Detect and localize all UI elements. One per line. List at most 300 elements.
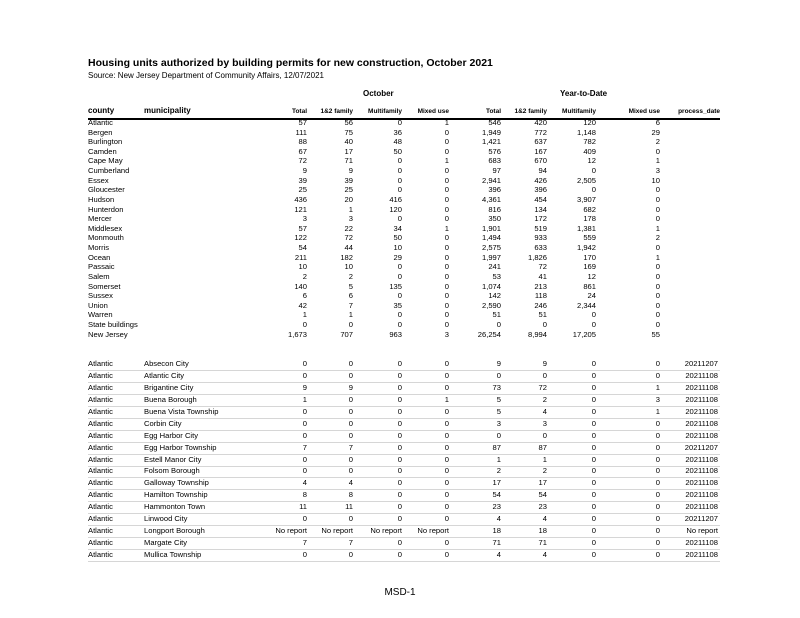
- value-cell: 0: [444, 233, 449, 243]
- county-name: Hudson: [88, 194, 115, 204]
- value-cell: 54: [298, 243, 307, 253]
- value-cell: 246: [534, 300, 547, 310]
- value-cell: 1: [542, 454, 547, 464]
- municipality-name: Brigantine City: [144, 382, 194, 392]
- table-header: [88, 106, 720, 120]
- value-cell: 6: [348, 291, 353, 301]
- value-cell: 211: [294, 252, 307, 262]
- process-date: 20211108: [685, 478, 718, 488]
- value-cell: 0: [348, 550, 353, 560]
- value-cell: 0: [655, 490, 660, 500]
- value-cell: 0: [444, 359, 449, 368]
- value-cell: 0: [444, 418, 449, 428]
- value-cell: 0: [591, 406, 596, 416]
- process-date: 20211108: [685, 406, 718, 416]
- value-cell: 0: [655, 526, 660, 536]
- value-cell: 454: [534, 194, 547, 204]
- value-cell: 11: [345, 502, 353, 512]
- page-footer: MSD-1: [384, 587, 416, 598]
- source-note: Source: New Jersey Department of Community Affairs, 12/07/2021: [88, 71, 324, 80]
- value-cell: 396: [488, 185, 501, 195]
- value-cell: 9: [348, 382, 353, 392]
- value-cell: 0: [655, 514, 660, 524]
- value-cell: 50: [393, 233, 402, 243]
- value-cell: 0: [397, 478, 402, 488]
- col-header-county: county: [88, 106, 115, 115]
- value-cell: 0: [302, 320, 307, 330]
- value-cell: 7: [302, 538, 307, 548]
- value-cell: 0: [655, 214, 660, 224]
- municipality-row: [88, 502, 720, 514]
- county-name: Atlantic: [88, 430, 113, 440]
- process-date: 20211108: [685, 550, 718, 560]
- county-name: Atlantic: [88, 406, 113, 416]
- value-cell: No report: [370, 526, 402, 536]
- col-header-oct-total: Total: [291, 108, 307, 115]
- value-cell: 167: [534, 146, 547, 156]
- process-date: 20211108: [685, 538, 718, 548]
- value-cell: 0: [444, 538, 449, 548]
- value-cell: 0: [348, 394, 353, 404]
- county-name: Atlantic: [88, 538, 113, 548]
- county-name: Gloucester: [88, 185, 125, 195]
- value-cell: 0: [444, 370, 449, 380]
- process-date: 20211108: [685, 418, 718, 428]
- county-name: Passaic: [88, 262, 115, 272]
- value-cell: 0: [397, 320, 402, 330]
- value-cell: 426: [534, 175, 547, 185]
- value-cell: 0: [591, 185, 596, 195]
- value-cell: 1: [348, 204, 353, 214]
- value-cell: 1: [655, 382, 660, 392]
- value-cell: 0: [591, 382, 596, 392]
- value-cell: 9: [542, 359, 547, 368]
- value-cell: 25: [344, 185, 353, 195]
- county-name: Burlington: [88, 137, 123, 147]
- value-cell: 51: [492, 310, 501, 320]
- value-cell: 0: [591, 502, 596, 512]
- value-cell: 0: [397, 454, 402, 464]
- value-cell: 7: [302, 442, 307, 452]
- value-cell: 1: [444, 118, 449, 127]
- value-cell: 933: [534, 233, 547, 243]
- value-cell: 0: [444, 146, 449, 156]
- value-cell: 559: [583, 233, 596, 243]
- process-date: No report: [686, 526, 718, 536]
- value-cell: 546: [488, 118, 501, 127]
- value-cell: 0: [397, 490, 402, 500]
- municipality-name: Folsom Borough: [144, 466, 200, 476]
- value-cell: 0: [397, 502, 402, 512]
- value-cell: 816: [488, 204, 501, 214]
- value-cell: 4: [496, 514, 501, 524]
- value-cell: 2,505: [576, 175, 596, 185]
- value-cell: 0: [444, 382, 449, 392]
- municipality-name: Mullica Township: [144, 550, 202, 560]
- value-cell: 0: [348, 466, 353, 476]
- value-cell: 0: [444, 442, 449, 452]
- value-cell: 4: [348, 478, 353, 488]
- value-cell: 10: [298, 262, 307, 272]
- value-cell: 7: [348, 442, 353, 452]
- value-cell: 0: [591, 359, 596, 368]
- value-cell: 241: [488, 262, 501, 272]
- county-name: Atlantic: [88, 502, 113, 512]
- value-cell: 0: [444, 550, 449, 560]
- value-cell: 0: [591, 442, 596, 452]
- value-cell: 1: [655, 223, 660, 233]
- value-cell: 0: [444, 204, 449, 214]
- value-cell: 9: [302, 382, 307, 392]
- municipality-row: [88, 431, 720, 443]
- process-date: 20211108: [685, 370, 718, 380]
- value-cell: 420: [534, 118, 547, 127]
- county-name: Middlesex: [88, 223, 123, 233]
- value-cell: 73: [492, 382, 501, 392]
- value-cell: 122: [294, 233, 307, 243]
- value-cell: 0: [444, 185, 449, 195]
- value-cell: 55: [651, 329, 660, 339]
- value-cell: 1: [655, 156, 660, 166]
- value-cell: 861: [583, 281, 596, 291]
- value-cell: 0: [591, 550, 596, 560]
- municipality-name: Margate City: [144, 538, 188, 548]
- value-cell: 50: [393, 146, 402, 156]
- value-cell: 51: [538, 310, 547, 320]
- value-cell: 41: [538, 271, 547, 281]
- value-cell: 2,590: [481, 300, 501, 310]
- value-cell: No report: [417, 526, 449, 536]
- value-cell: 0: [655, 430, 660, 440]
- value-cell: 88: [298, 137, 307, 147]
- municipality-row: [88, 538, 720, 550]
- value-cell: 0: [591, 370, 596, 380]
- value-cell: 1,997: [481, 252, 501, 262]
- value-cell: 22: [344, 223, 353, 233]
- county-name: Sussex: [88, 291, 113, 301]
- municipality-name: Buena Vista Township: [144, 406, 219, 416]
- value-cell: 8,994: [527, 329, 547, 339]
- value-cell: 0: [542, 430, 547, 440]
- value-cell: 5: [348, 281, 353, 291]
- value-cell: 0: [444, 310, 449, 320]
- municipality-name: Hamilton Township: [144, 490, 208, 500]
- value-cell: 1: [655, 252, 660, 262]
- county-name: Cumberland: [88, 166, 130, 176]
- value-cell: 0: [444, 175, 449, 185]
- value-cell: 0: [397, 291, 402, 301]
- value-cell: 182: [340, 252, 353, 262]
- municipality-row: [88, 395, 720, 407]
- value-cell: 0: [444, 271, 449, 281]
- value-cell: 0: [655, 478, 660, 488]
- col-header-ytd-multifamily: Multifamily: [562, 108, 596, 115]
- value-cell: 26,254: [477, 329, 501, 339]
- county-name: Ocean: [88, 252, 111, 262]
- value-cell: 0: [655, 146, 660, 156]
- value-cell: 0: [397, 156, 402, 166]
- value-cell: 0: [348, 320, 353, 330]
- value-cell: 35: [393, 300, 402, 310]
- col-header-process-date: process_date: [678, 108, 720, 115]
- value-cell: 0: [444, 291, 449, 301]
- value-cell: 0: [444, 214, 449, 224]
- value-cell: No report: [321, 526, 353, 536]
- value-cell: 682: [583, 204, 596, 214]
- value-cell: No report: [275, 526, 307, 536]
- municipality-name: Hammonton Town: [144, 502, 206, 512]
- value-cell: 0: [444, 430, 449, 440]
- value-cell: 637: [534, 137, 547, 147]
- municipality-row: [88, 419, 720, 431]
- col-header-oct-multifamily: Multifamily: [368, 108, 402, 115]
- value-cell: 18: [492, 526, 501, 536]
- value-cell: 3: [542, 418, 547, 428]
- value-cell: 3: [655, 394, 660, 404]
- value-cell: 8: [302, 490, 307, 500]
- value-cell: 87: [538, 442, 547, 452]
- value-cell: 1,421: [481, 137, 501, 147]
- value-cell: 576: [488, 146, 501, 156]
- value-cell: 7: [348, 300, 353, 310]
- value-cell: 0: [444, 262, 449, 272]
- value-cell: 0: [397, 550, 402, 560]
- value-cell: 4: [302, 478, 307, 488]
- value-cell: 0: [397, 442, 402, 452]
- value-cell: 118: [534, 291, 547, 301]
- value-cell: 3: [444, 329, 449, 339]
- value-cell: 0: [444, 478, 449, 488]
- value-cell: 1,074: [481, 281, 501, 291]
- value-cell: 0: [655, 281, 660, 291]
- county-name: Atlantic: [88, 454, 113, 464]
- value-cell: 213: [534, 281, 547, 291]
- value-cell: 0: [348, 418, 353, 428]
- value-cell: 1,148: [576, 127, 596, 137]
- value-cell: 142: [488, 291, 501, 301]
- municipality-name: Buena Borough: [144, 394, 197, 404]
- municipality-row: [88, 371, 720, 383]
- municipality-row: [88, 383, 720, 395]
- value-cell: 18: [538, 526, 547, 536]
- municipality-row: [88, 359, 720, 371]
- value-cell: 0: [348, 430, 353, 440]
- municipality-row: [88, 466, 720, 478]
- value-cell: 0: [655, 300, 660, 310]
- county-name: Atlantic: [88, 370, 113, 380]
- value-cell: 24: [587, 291, 596, 301]
- value-cell: 0: [397, 406, 402, 416]
- county-name: Atlantic: [88, 514, 113, 524]
- value-cell: 12: [587, 271, 596, 281]
- value-cell: 29: [393, 252, 402, 262]
- county-name: Atlantic: [88, 526, 113, 536]
- value-cell: 94: [538, 166, 547, 176]
- col-header-oct-12family: 1&2 family: [320, 108, 353, 115]
- value-cell: 670: [534, 156, 547, 166]
- county-name: Cape May: [88, 156, 123, 166]
- value-cell: 0: [655, 538, 660, 548]
- value-cell: 0: [655, 262, 660, 272]
- value-cell: 0: [591, 310, 596, 320]
- value-cell: 416: [389, 194, 402, 204]
- value-cell: 436: [294, 194, 307, 204]
- value-cell: 0: [444, 490, 449, 500]
- value-cell: 2,941: [481, 175, 501, 185]
- value-cell: 10: [344, 262, 353, 272]
- value-cell: 140: [294, 281, 307, 291]
- value-cell: 72: [538, 382, 547, 392]
- value-cell: 0: [591, 490, 596, 500]
- value-cell: 782: [583, 137, 596, 147]
- process-date: 20211207: [684, 442, 718, 452]
- value-cell: 40: [344, 137, 353, 147]
- value-cell: 72: [344, 233, 353, 243]
- value-cell: 0: [496, 430, 501, 440]
- value-cell: 97: [492, 166, 501, 176]
- value-cell: 39: [298, 175, 307, 185]
- value-cell: 0: [655, 454, 660, 464]
- value-cell: 170: [583, 252, 596, 262]
- value-cell: 0: [655, 466, 660, 476]
- municipality-row: [88, 407, 720, 419]
- value-cell: 0: [397, 394, 402, 404]
- value-cell: 0: [302, 514, 307, 524]
- value-cell: 0: [302, 370, 307, 380]
- value-cell: 75: [344, 127, 353, 137]
- county-name: Hunterdon: [88, 204, 124, 214]
- value-cell: 9: [496, 359, 501, 368]
- value-cell: 683: [488, 156, 501, 166]
- value-cell: 0: [348, 454, 353, 464]
- value-cell: 71: [492, 538, 501, 548]
- value-cell: 0: [397, 382, 402, 392]
- process-date: 20211108: [685, 394, 718, 404]
- county-name: Atlantic: [88, 466, 113, 476]
- value-cell: 9: [302, 166, 307, 176]
- value-cell: 6: [655, 118, 660, 127]
- county-name: Atlantic: [88, 550, 113, 560]
- value-cell: 0: [591, 526, 596, 536]
- county-name: Atlantic: [88, 359, 113, 368]
- process-date: 20211108: [685, 490, 718, 500]
- value-cell: 0: [397, 262, 402, 272]
- value-cell: 0: [302, 359, 307, 368]
- municipality-row: [88, 455, 720, 467]
- value-cell: 67: [298, 146, 307, 156]
- municipality-row: [88, 478, 720, 490]
- value-cell: 0: [496, 320, 501, 330]
- municipality-name: Egg Harbor Township: [144, 442, 217, 452]
- value-cell: 111: [295, 127, 307, 137]
- value-cell: 0: [397, 370, 402, 380]
- value-cell: 72: [538, 262, 547, 272]
- municipality-row: [88, 490, 720, 502]
- value-cell: 0: [542, 370, 547, 380]
- value-cell: 12: [587, 156, 596, 166]
- value-cell: 29: [651, 127, 660, 137]
- value-cell: 2: [542, 394, 547, 404]
- value-cell: 0: [397, 466, 402, 476]
- value-cell: 772: [534, 127, 547, 137]
- value-cell: 1,494: [481, 233, 501, 243]
- value-cell: 0: [655, 320, 660, 330]
- value-cell: 0: [348, 370, 353, 380]
- value-cell: 0: [302, 418, 307, 428]
- value-cell: 4: [542, 514, 547, 524]
- value-cell: 0: [591, 418, 596, 428]
- value-cell: 42: [298, 300, 307, 310]
- county-name: Bergen: [88, 127, 113, 137]
- county-name: Monmouth: [88, 233, 124, 243]
- value-cell: 0: [655, 185, 660, 195]
- value-cell: 0: [444, 252, 449, 262]
- value-cell: 2: [655, 233, 660, 243]
- value-cell: 0: [444, 166, 449, 176]
- value-cell: 1: [496, 454, 501, 464]
- value-cell: 963: [389, 329, 402, 339]
- value-cell: 0: [444, 466, 449, 476]
- value-cell: 17: [538, 478, 547, 488]
- municipality-name: Corbin City: [144, 418, 182, 428]
- value-cell: 0: [655, 418, 660, 428]
- col-header-ytd-total: Total: [485, 108, 501, 115]
- county-name: Salem: [88, 271, 110, 281]
- value-cell: 10: [651, 175, 660, 185]
- value-cell: 36: [393, 127, 402, 137]
- value-cell: 87: [492, 442, 501, 452]
- value-cell: 0: [397, 418, 402, 428]
- value-cell: 0: [655, 271, 660, 281]
- value-cell: 0: [444, 454, 449, 464]
- value-cell: 44: [344, 243, 353, 253]
- value-cell: 0: [591, 466, 596, 476]
- value-cell: 9: [348, 166, 353, 176]
- process-date: 20211108: [685, 382, 718, 392]
- process-date: 20211108: [685, 466, 718, 476]
- county-name: Union: [88, 300, 108, 310]
- municipality-row: [88, 514, 720, 526]
- value-cell: 10: [393, 243, 402, 253]
- value-cell: 20: [344, 194, 353, 204]
- municipality-name: Egg Harbor City: [144, 430, 199, 440]
- value-cell: 48: [393, 137, 402, 147]
- municipality-row: [88, 526, 720, 538]
- value-cell: 3,907: [576, 194, 596, 204]
- value-cell: 1: [348, 310, 353, 320]
- municipality-name: Galloway Township: [144, 478, 209, 488]
- col-header-oct-mixed: Mixed use: [417, 108, 449, 115]
- page-title: Housing units authorized by building permits for new construction, October 2021: [88, 57, 493, 69]
- value-cell: 2: [496, 466, 501, 476]
- value-cell: 0: [444, 502, 449, 512]
- value-cell: 25: [298, 185, 307, 195]
- value-cell: 4: [542, 550, 547, 560]
- value-cell: 0: [444, 194, 449, 204]
- value-cell: 633: [534, 243, 547, 253]
- county-name: Warren: [88, 310, 113, 320]
- value-cell: 1: [655, 406, 660, 416]
- value-cell: 707: [340, 329, 353, 339]
- municipality-name: Absecon City: [144, 359, 189, 368]
- county-name: Atlantic: [88, 478, 113, 488]
- value-cell: 2: [542, 466, 547, 476]
- county-name: Essex: [88, 175, 109, 185]
- value-cell: 4: [496, 550, 501, 560]
- value-cell: 0: [655, 550, 660, 560]
- value-cell: 72: [298, 156, 307, 166]
- value-cell: 0: [655, 359, 660, 368]
